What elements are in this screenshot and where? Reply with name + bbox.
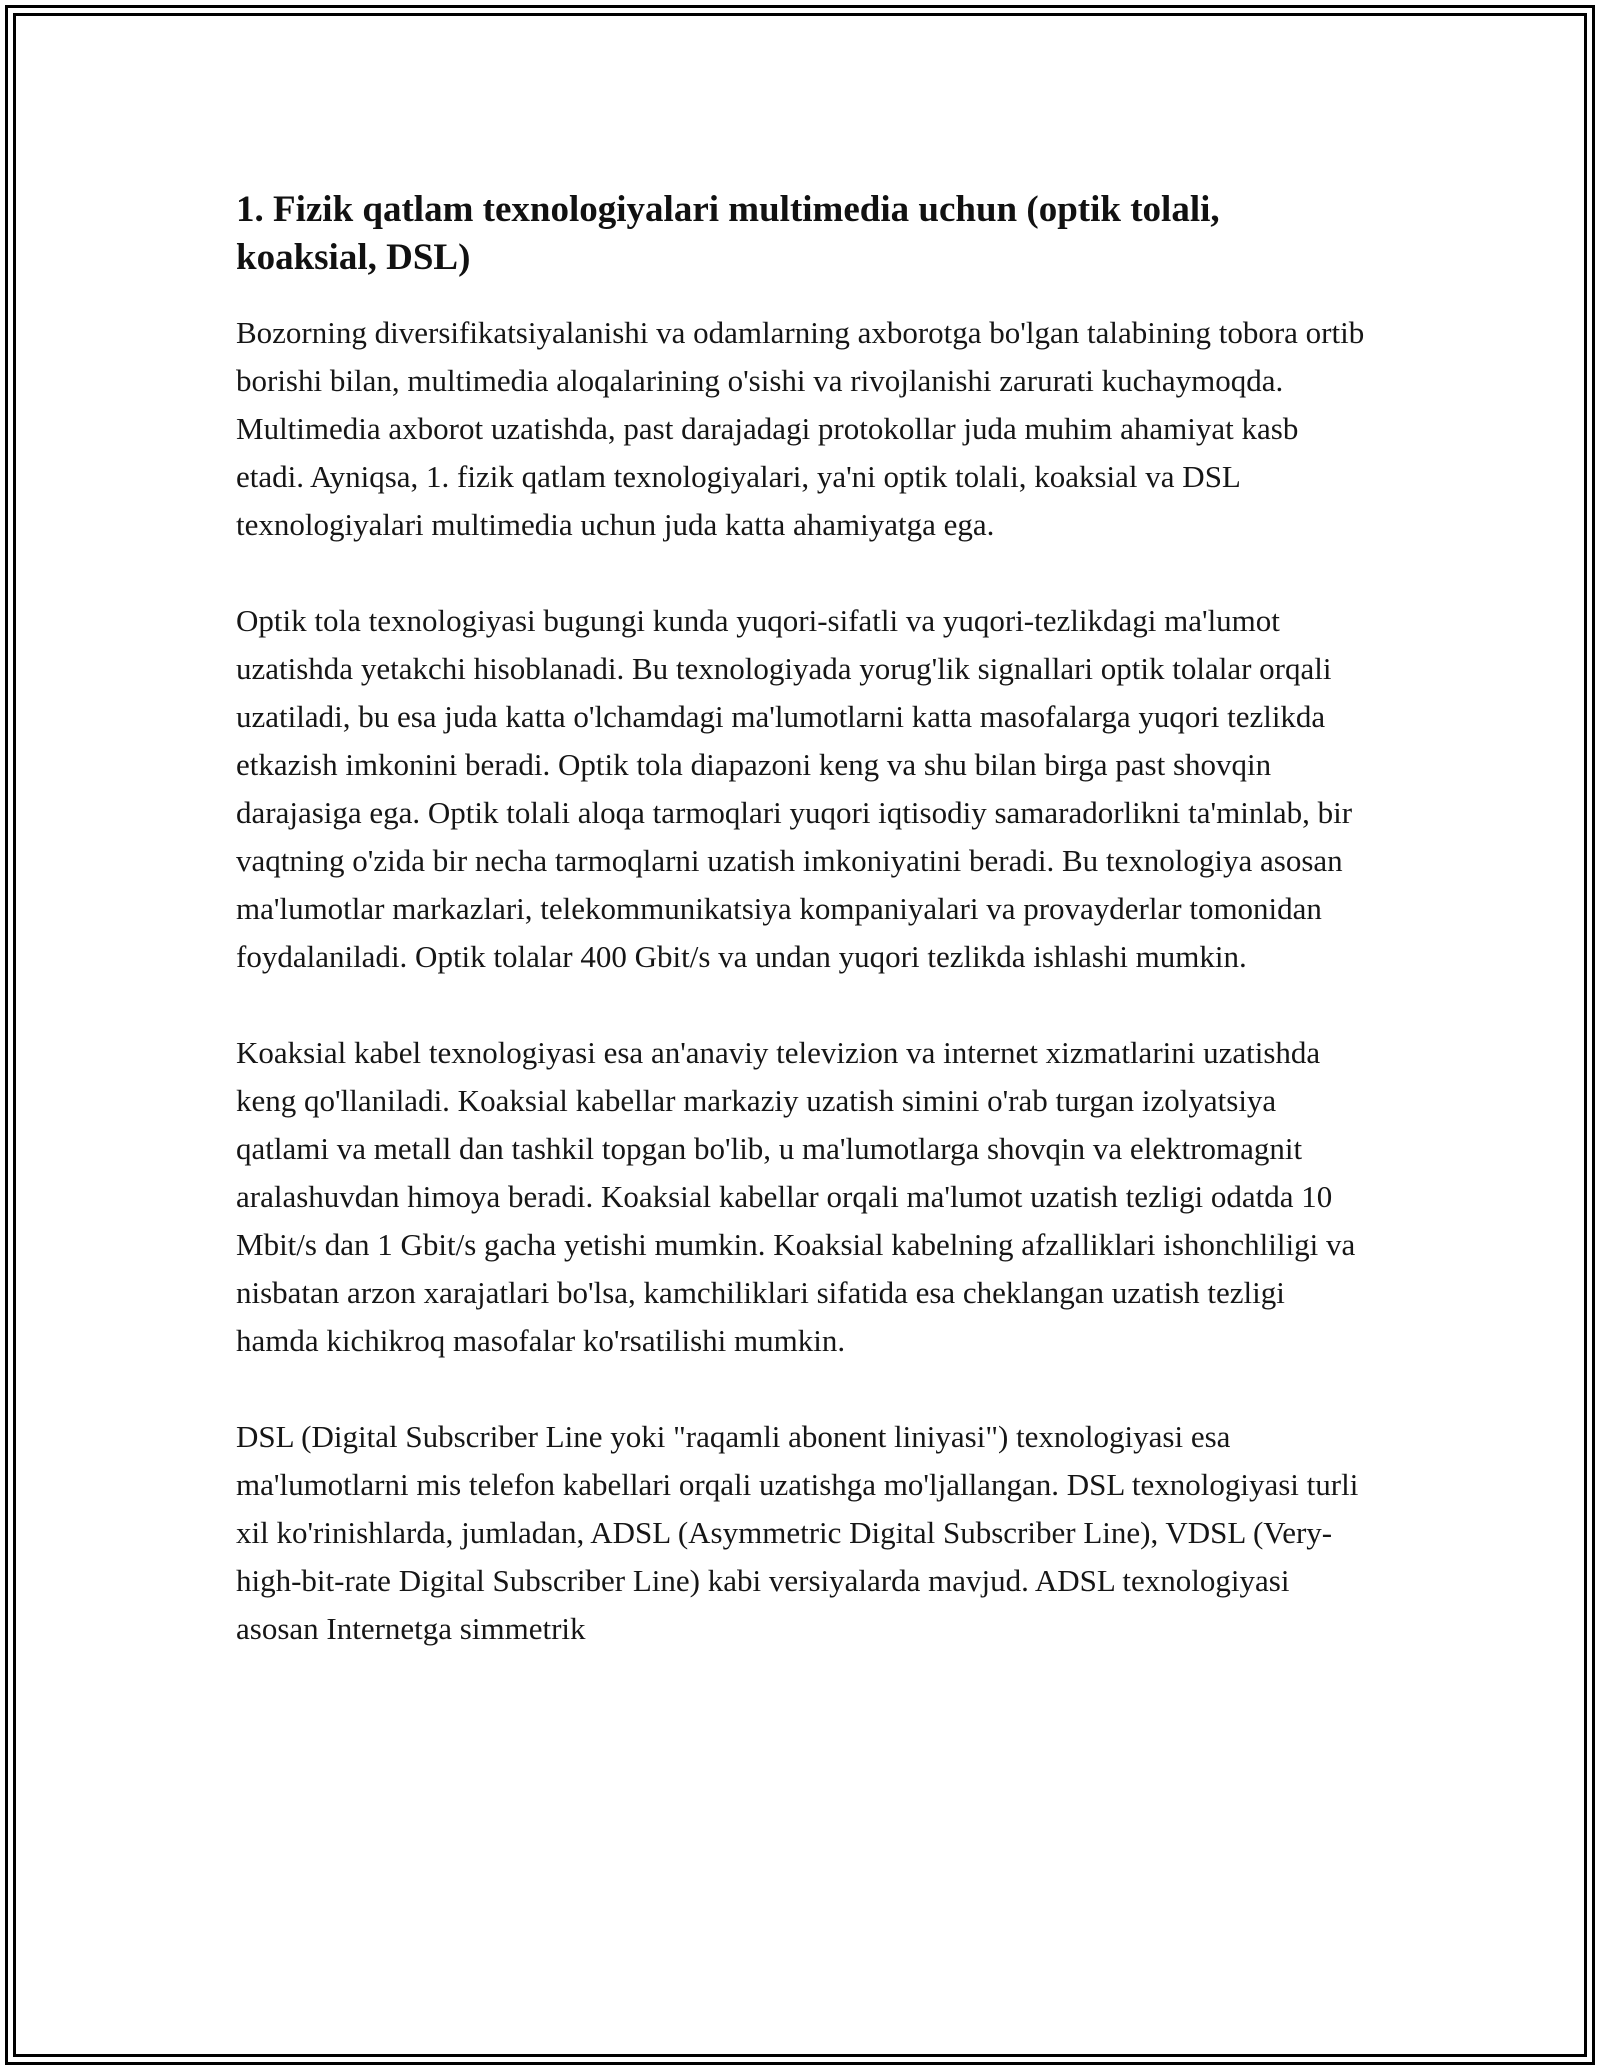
document-body <box>236 186 1366 1701</box>
paragraph-intro: Bozorning diversifikatsiyalanishi va odamlarning axborotga bo'lgan talabining tobora ortib borishi bilan, multimedia aloqalarining o'sishi va rivojlanishi zarurati kuchaymoqda. Multimedia axborot uzatishda, past darajadagi protokollar juda muhim ahamiyat kasb etadi. Ayniqsa, 1. fizik qatlam texnologiyalari, ya'ni optik tolali, koaksial va DSL texnologiyalari multimedia uchun juda katta ahamiyatga ega. <box>236 315 1365 542</box>
paragraph-optical-fiber: Optik tola texnologiyasi bugungi kunda yuqori-sifatli va yuqori-tezlikdagi ma'lumot uzatishda yetakchi hisoblanadi. Bu texnologiyada yorug'lik signallari optik tolalar orqali uzatiladi, bu esa juda katta o'lchamdagi ma'lumotlarni katta masofalarga yuqori tezlikda etkazish imkonini beradi. Optik tola diapazoni keng va shu bilan birga past shovqin darajasiga ega. Optik tolali aloqa tarmoqlari yuqori iqtisodiy samaradorlikni ta'minlab, bir vaqtning o'zida bir necha tarmoqlarni uzatish imkoniyatini beradi. Bu texnologiya asosan ma'lumotlar markazlari, telekommunikatsiya kompaniyalari va provayderlar tomonidan foydalaniladi. Optik tolalar 400 Gbit/s va undan yuqori tezlikda ishlashi mumkin. <box>236 603 1353 974</box>
section-heading: 1. Fizik qatlam texnologiyalari multimedia uchun (optik tolali, koaksial, DSL) <box>236 189 1220 278</box>
paragraph-coaxial: Koaksial kabel texnologiyasi esa an'anaviy televizion va internet xizmatlarini uzatishda keng qo'llaniladi. Koaksial kabellar markaziy uzatish simini o'rab turgan izolyatsiya qatlami va metall dan tashkil topgan bo'lib, u ma'lumotlarga shovqin va elektromagnit aralashuvdan himoya beradi. Koaksial kabellar orqali ma'lumot uzatish tezligi odatda 10 Mbit/s dan 1 Gbit/s gacha yetishi mumkin. Koaksial kabelning afzalliklari ishonchliligi va nisbatan arzon xarajatlari bo'lsa, kamchiliklari sifatida esa cheklangan uzatish tezligi hamda kichikroq masofalar ko'rsatilishi mumkin. <box>236 1035 1356 1358</box>
paragraph-dsl: DSL (Digital Subscriber Line yoki "raqamli abonent liniyasi") texnologiyasi esa ma'lumotlarni mis telefon kabellari orqali uzatishga mo'ljallangan. DSL texnologiyasi turli xil ko'rinishlarda, jumladan, ADSL (Asymmetric Digital Subscriber Line), VDSL (Very-high-bit-rate Digital Subscriber Line) kabi versiyalarda mavjud. ADSL texnologiyasi asosan Internetga simmetrik <box>236 1419 1359 1646</box>
